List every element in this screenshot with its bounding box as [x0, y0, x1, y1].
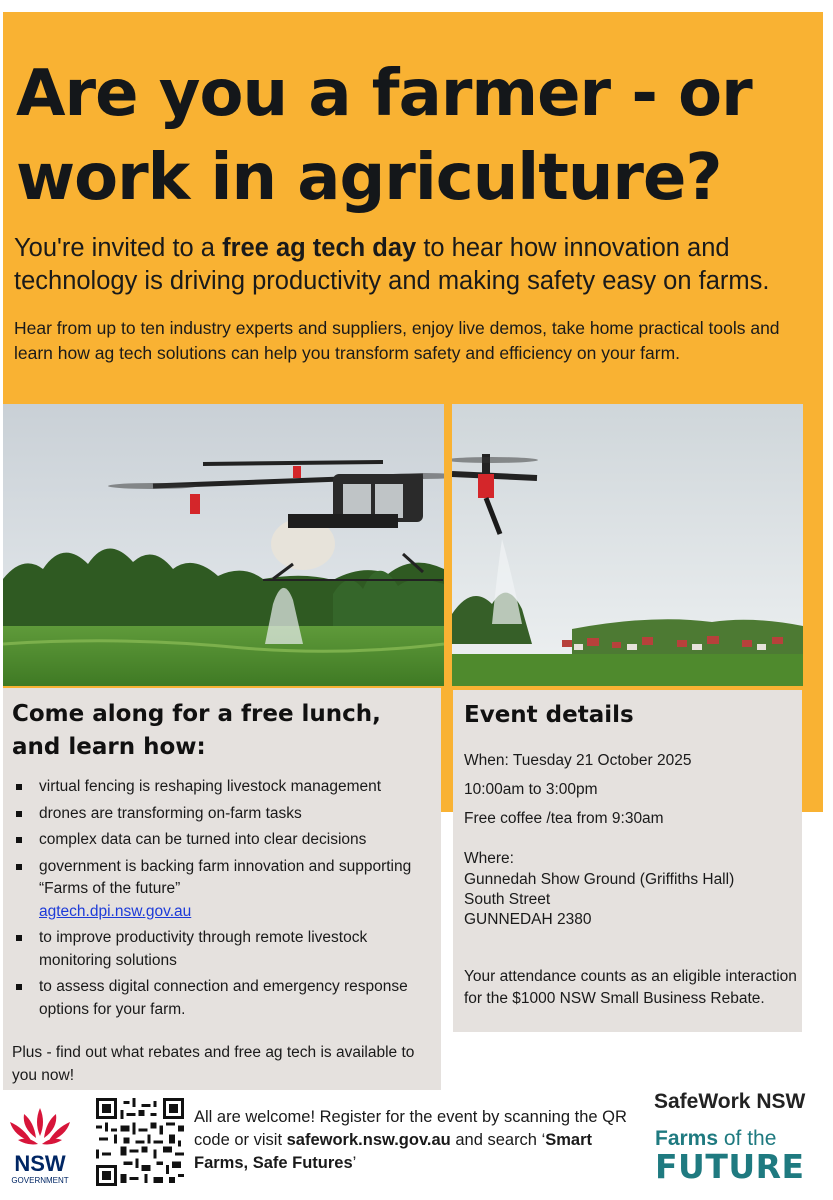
list-item-text: government is backing farm innovation and supporting “Farms of the future” — [39, 857, 412, 897]
drone-photo-right — [452, 404, 803, 686]
list-item: drones are transforming on-farm tasks — [12, 803, 432, 826]
page-headline — [16, 52, 816, 220]
event-date: When: Tuesday 21 October 2025 — [464, 752, 692, 769]
register-text-a: All are welcome! Register for the event by scanning the QR code or visit — [194, 1108, 627, 1149]
search-term: Smart Farms, Safe Futures — [194, 1131, 593, 1172]
event-time: 10:00am to 3:00pm — [464, 781, 598, 798]
photo-credit — [807, 730, 819, 800]
list-item: to improve productivity through remote livestock monitoring solutions — [12, 927, 432, 972]
safework-nsw-logo: SafeWork NSW — [654, 1090, 806, 1113]
headline-line-1: Are you a farmer - or — [16, 57, 752, 131]
agtech-link[interactable]: agtech.dpi.nsw.gov.au — [39, 902, 192, 920]
drone-photo-left — [3, 404, 444, 686]
list-item: complex data can be turned into clear decisions — [12, 829, 432, 852]
lead-text-end: to hear how innovation and technology is driving productivity and making safety easy on farms. — [14, 234, 770, 295]
learn-box — [3, 688, 441, 1090]
learn-title: Come along for a free lunch, and learn how: — [12, 701, 381, 760]
future-word: FUTURE — [655, 1147, 805, 1186]
venue-street: South Street — [464, 891, 551, 908]
nsw-logo-subtext: GOVERNMENT — [11, 1176, 69, 1185]
register-text-c: ’ — [352, 1154, 357, 1172]
nsw-government-logo — [0, 1100, 80, 1186]
event-title: Event details — [464, 702, 634, 728]
lead-text-start: You're invited to a — [14, 234, 223, 262]
list-item: to assess digital connection and emergency response options for your farm. — [12, 976, 432, 1021]
rebate-note: Your attendance counts as an eligible interaction for the $1000 NSW Small Business Rebate. — [464, 968, 797, 1007]
intro-paragraph: Hear from up to ten industry experts and suppliers, enjoy live demos, take home practical tools and learn how ag tech solutions can help you transform safety and efficiency on your farm. — [14, 318, 780, 363]
register-text-b: and search ‘ — [450, 1131, 546, 1149]
event-box — [453, 690, 802, 1032]
farms-word: Farms — [655, 1127, 719, 1150]
event-coffee: Free coffee /tea from 9:30am — [464, 810, 664, 827]
venue-town: GUNNEDAH 2380 — [464, 911, 592, 928]
list-item: virtual fencing is reshaping livestock management — [12, 776, 432, 799]
nsw-logo-text: NSW — [14, 1151, 66, 1176]
where-label: Where: — [464, 850, 514, 867]
of-the-words: of the — [718, 1127, 777, 1150]
register-instructions — [194, 1106, 639, 1175]
learn-list — [12, 776, 432, 1025]
headline-line-2: work in agriculture? — [16, 141, 722, 215]
qr-code[interactable] — [96, 1098, 184, 1186]
rebates-note: Plus - find out what rebates and free ag tech is available to you now! — [12, 1044, 415, 1084]
safework-url[interactable]: safework.nsw.gov.au — [286, 1131, 451, 1149]
list-item — [12, 856, 432, 924]
farms-of-the-future-logo — [655, 1128, 825, 1184]
lead-paragraph — [14, 232, 819, 298]
venue-name: Gunnedah Show Ground (Griffiths Hall) — [464, 871, 735, 888]
lead-highlight: free ag tech day — [222, 234, 417, 262]
